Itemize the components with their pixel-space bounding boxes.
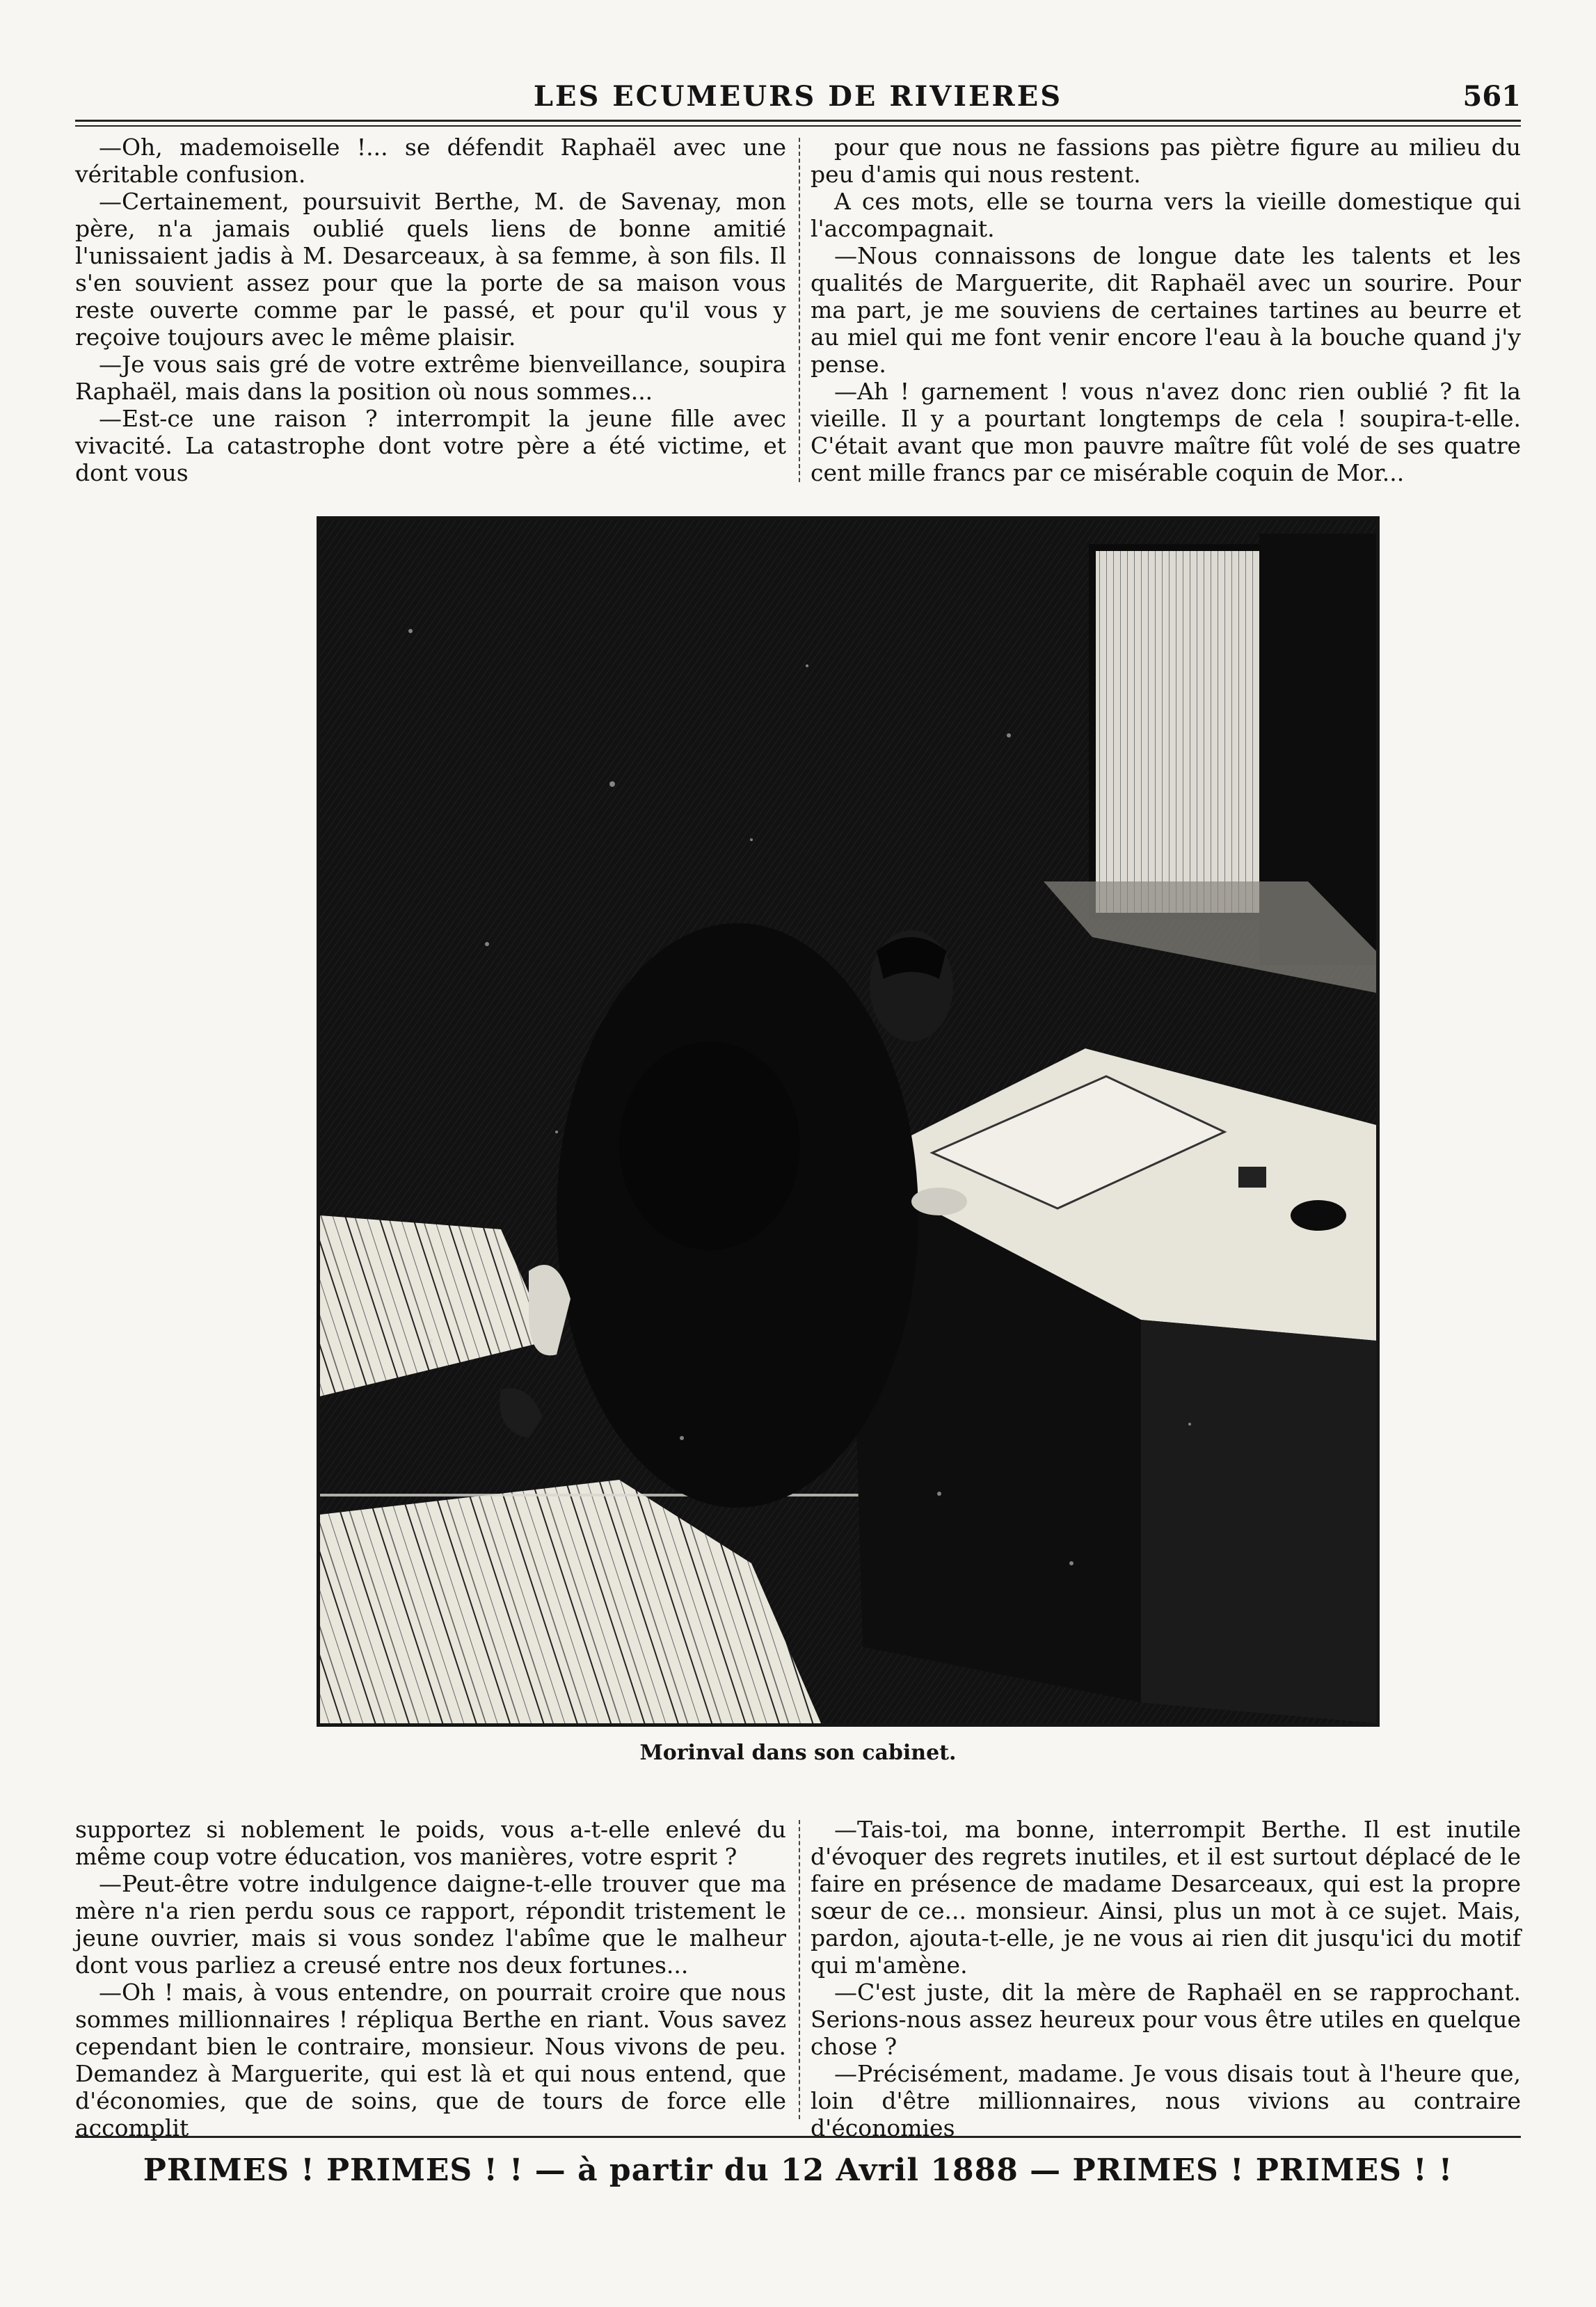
paragraph: —C'est juste, dit la mère de Raphaël en se rapprochant. Serions-nous assez heureux pour vous être utiles en quelque chose ? [811,1979,1521,2060]
writing-desk [849,1048,1376,1723]
header-rule-double [75,125,1521,127]
paragraph: —Oh, mademoiselle !... se défendit Raphaël avec une véritable confusion. [75,134,786,188]
paragraph: A ces mots, elle se tourna vers la vieille domestique qui l'accompagnait. [811,188,1521,242]
paragraph: supportez si noblement le poids, vous a-t-elle enlevé du même coup votre éducation, vos manières, votre esprit ? [75,1816,786,1870]
top-left-column [75,134,786,486]
paragraph: —Est-ce une raison ? interrompit la jeune fille avec vivacité. La catastrophe dont votre père a été victime, et dont vous [75,405,786,486]
illustration-caption: Morinval dans son cabinet. [639,1741,957,1765]
top-right-column [811,134,1521,486]
footer-rule [75,2136,1521,2138]
window [1044,534,1376,993]
footer-banner: PRIMES ! PRIMES ! ! — à partir du 12 Avril 1888 — PRIMES ! PRIMES ! ! [143,2153,1453,2188]
paragraph: —Tais-toi, ma bonne, interrompit Berthe. Il est inutile d'évoquer des regrets inutiles, et il est surtout déplacé de le faire en présence de madame Desarceaux, qui est la propre sœur de ce... monsieur. Ainsi, plus un mot à ce sujet. Mais, pardon, ajouta-t-elle, je ne vous ai rien dit jusqu'ici du motif qui m'amène. [811,1816,1521,1979]
paragraph: —Oh ! mais, à vous entendre, on pourrait croire que nous sommes millionnaires ! répliqua Berthe en riant. Vous savez cependant bien le contraire, monsieur. Nous vivons de peu. Demandez à Marguerite, qui est là et qui nous entend, que d'économies, que de soins, que de tours de force elle accomplit [75,1979,786,2141]
header-rule [75,120,1521,122]
paragraph: —Certainement, poursuivit Berthe, M. de Savenay, mon père, n'a jamais oublié quels liens de bonne amitié l'unissaient jadis à M. Desarceaux, à sa femme, à son fils. Il s'en souvient assez pour que la porte de sa maison vous reste ouverte comme par le passé, et pour qu'il vous y reçoive toujours avec le même plaisir. [75,188,786,351]
bottom-right-column [811,1816,1521,2141]
column-divider [799,138,800,482]
engraving-scene [320,520,1376,1723]
paragraph: pour que nous ne fassions pas piètre figure au milieu du peu d'amis qui nous restent. [811,134,1521,188]
column-divider [799,1820,800,2119]
page-number: 561 [1462,80,1521,113]
paragraph: —Précisément, madame. Je vous disais tout à l'heure que, loin d'être millionnaires, nous vivions au contraire d'économies [811,2060,1521,2141]
paragraph: —Peut-être votre indulgence daigne-t-elle trouver que ma mère n'a rien perdu sous ce rapport, répondit tristement le jeune ouvrier, mais si vous sondez l'abîme que le malheur dont vous parliez a creusé entre nos deux fortunes... [75,1870,786,1979]
paragraph: —Je vous sais gré de votre extrême bienveillance, soupira Raphaël, mais dans la position où nous sommes... [75,351,786,405]
paragraph: —Nous connaissons de longue date les talents et les qualités de Marguerite, dit Raphaël avec un sourire. Pour ma part, je me souviens de certaines tartines au beurre et au miel qui me font venir encore l'eau à la bouche quand j'y pense. [811,242,1521,378]
engraving-illustration [317,516,1380,1727]
paragraph: —Ah ! garnement ! vous n'avez donc rien oublié ? fit la vieille. Il y a pourtant longtemps de cela ! soupira-t-elle. C'était avant que mon pauvre maître fût volé de ses quatre cent mille francs par ce misérable coquin de Mor... [811,378,1521,486]
bottom-left-column [75,1816,786,2141]
running-title: LES ECUMEURS DE RIVIERES [533,80,1063,113]
